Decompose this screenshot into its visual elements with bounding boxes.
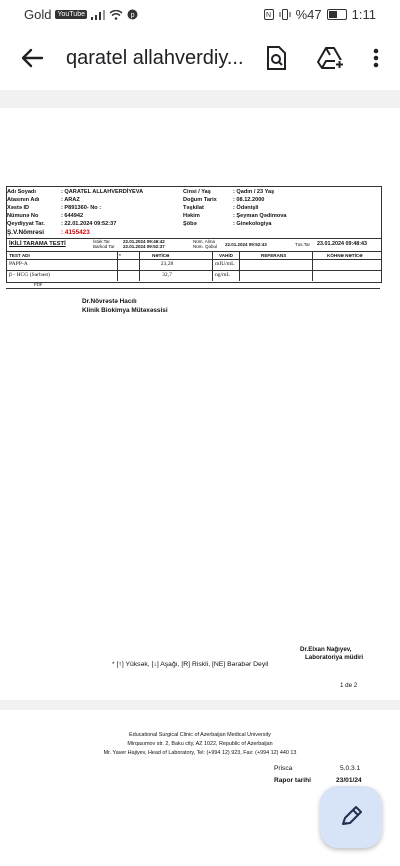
result-value: 23,28 xyxy=(160,261,174,267)
request-date: 22.01.2024 09:46:42 xyxy=(123,239,165,244)
status-bar xyxy=(0,0,400,30)
barcode-date-label: Barkod Tar xyxy=(93,244,115,249)
author-role: Klinik Biokimya Mütəxəssisi xyxy=(82,307,168,314)
prisca-label: Prisca xyxy=(274,765,293,772)
lab-head-contact: Mr. Yaver Hajiyev, Head of Laboratory, Tel: (+994 12) 923, Fax: (+994 12) 440 13 xyxy=(103,750,297,756)
field-label: Adı Soyadı xyxy=(7,189,36,195)
result-value: 32,7 xyxy=(162,272,172,278)
result-unit: mIU/mL xyxy=(215,261,235,267)
table-row xyxy=(7,270,381,281)
col-header: NƏTİCƏ xyxy=(152,253,170,258)
result-unit: ng/mL xyxy=(215,272,230,278)
field-label: Doğum Tarix xyxy=(183,197,217,203)
prisca-version: 5.0.3.1 xyxy=(340,765,361,772)
barcode-date: 22.01.2024 09:52:37 xyxy=(123,244,165,249)
svg-text:N: N xyxy=(265,12,271,19)
col-header: REFERANS xyxy=(261,253,287,258)
signer-role: Laboratoriya müdiri xyxy=(305,654,364,661)
field-label: Qeydiyyat Tar. xyxy=(7,221,45,227)
approval-date-label: Təs.Tar xyxy=(295,242,311,247)
field-value: : 644942 xyxy=(61,213,84,219)
field-value: : Şeyman Qədimova xyxy=(233,213,287,219)
pdf-page-1 xyxy=(0,108,400,700)
add-to-drive-icon[interactable] xyxy=(316,44,344,72)
edit-pen-icon xyxy=(338,804,364,830)
vibrate-icon xyxy=(279,9,291,20)
sample-date: 22.01.2024 09:52:43 xyxy=(225,242,267,247)
field-value: : 22.01.2024 09:52:37 xyxy=(61,221,117,227)
clock: 1:11 xyxy=(351,7,376,22)
arrow-back-icon[interactable] xyxy=(18,44,46,72)
signal-icon xyxy=(91,10,105,20)
results-table xyxy=(6,251,382,283)
field-value: : Qadın / 23 Yaş xyxy=(233,189,275,195)
test-name: β - HCG (Sərbəst) xyxy=(9,272,50,278)
field-label: Nümunə No xyxy=(7,213,39,219)
carrier-label: Gold xyxy=(24,7,52,22)
field-label: Cinsi / Yaş xyxy=(183,189,211,195)
clinic-name: Educational Surgical Clinic of Azerbaijan Medical University xyxy=(129,732,271,738)
edit-fab-button[interactable] xyxy=(320,786,382,848)
report-date-label: Rapor tarihi xyxy=(274,777,312,784)
sample-received-label: Nüm. Qəbul xyxy=(193,244,218,249)
status-left xyxy=(24,7,138,22)
find-in-page-icon[interactable] xyxy=(262,44,290,72)
more-vert-icon[interactable] xyxy=(362,44,390,72)
field-label: Təşkilat xyxy=(183,205,204,211)
field-label: Şöbə xyxy=(183,221,197,227)
svg-text:p: p xyxy=(130,12,135,19)
wifi-icon xyxy=(109,10,123,20)
pdf-viewer[interactable] xyxy=(0,90,400,866)
col-header: TEST ADI xyxy=(9,253,30,258)
field-value: : ARAZ xyxy=(61,197,80,203)
page-indicator: 1 de 2 xyxy=(340,682,358,689)
field-value: : P891360- No : xyxy=(61,205,102,211)
pinterest-icon xyxy=(127,9,138,20)
signer-name: Dr.Elxan Nağıyev, xyxy=(300,646,352,653)
patient-info-frame xyxy=(6,186,382,238)
request-date-label: İstək Tar xyxy=(93,239,110,244)
youtube-notification-icon: YouTube xyxy=(57,11,85,18)
sv-number-value: : 4155423 xyxy=(61,228,90,236)
document-title: qaratel allahverdiy... xyxy=(66,47,244,69)
field-value: : Ödənişli xyxy=(233,205,259,211)
field-label: Həkim xyxy=(183,213,200,219)
pdf-label: PDF xyxy=(34,282,43,287)
test-name: PAPP-A xyxy=(9,261,28,267)
sv-number-label: Ş.V.Nömrəsi xyxy=(7,228,45,236)
app-toolbar xyxy=(0,30,400,88)
col-header: KÖHNƏ NƏTİCƏ xyxy=(327,253,363,258)
sample-taken-label: Nüm. Alma xyxy=(193,239,216,244)
field-value: : Ginekologiya xyxy=(233,221,272,227)
col-header: * xyxy=(119,253,121,258)
col-header: VAHİD xyxy=(219,253,233,258)
author-name: Dr.Növrəstə Hacılı xyxy=(82,298,137,305)
battery-percent: %47 xyxy=(295,7,322,22)
field-value: : QARATEL ALLAHVERDİYEVA xyxy=(61,189,144,195)
status-right xyxy=(264,7,376,22)
battery-icon xyxy=(327,9,347,20)
field-label: Xəstə ID xyxy=(7,205,30,211)
field-value: : 08.12.2000 xyxy=(233,197,265,203)
approval-date: 23.01.2024 09:48:43 xyxy=(317,241,368,247)
report-date: 23/01/24 xyxy=(336,777,362,784)
test-header xyxy=(6,238,382,252)
clinic-address: Mirqasımov str. 2, Baku city, AZ 1022, Republic of Azerbaijan xyxy=(127,741,273,747)
test-panel-name: İKİLİ TARAMA TESTİ xyxy=(9,241,66,247)
nfc-icon xyxy=(264,9,274,20)
legend-text: * [↑] Yüksək, [↓] Aşağı, [R] Riskli, [NE] Bərabər Deyil xyxy=(112,661,269,668)
field-label: Atasının Adı xyxy=(7,197,40,203)
